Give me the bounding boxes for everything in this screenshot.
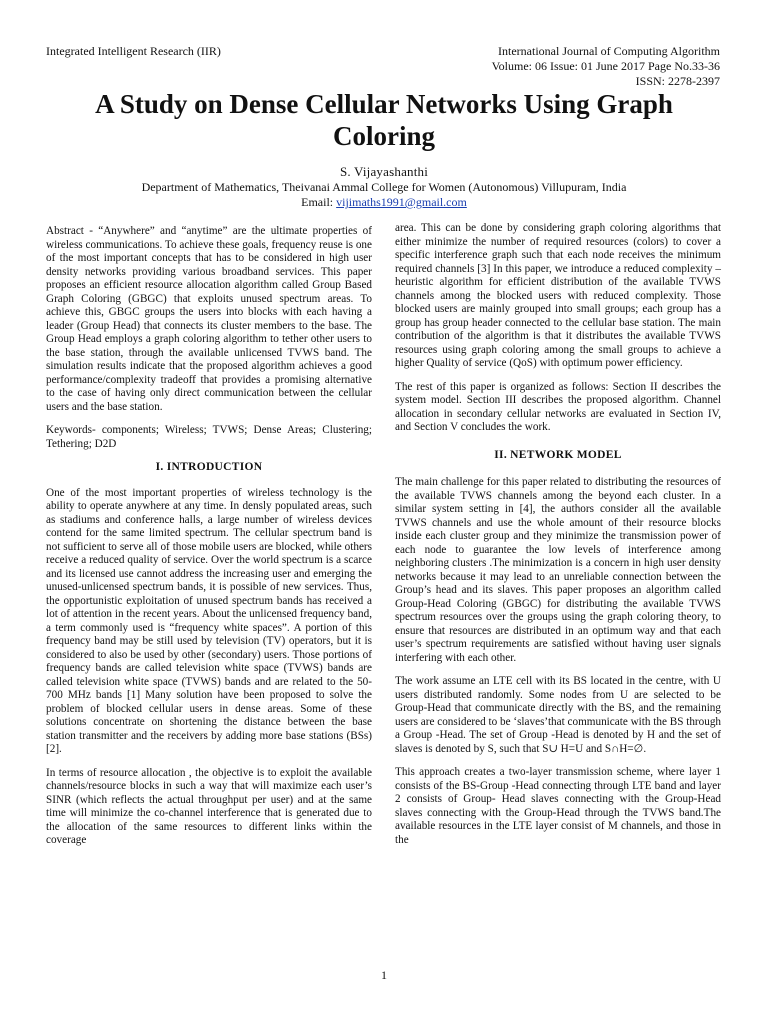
paragraph: The work assume an LTE cell with its BS located in the centre, with U users distributed randomly. Some nodes from U are selected to be Group-Head that communicate directly with the BS, and the remaining users are considered to be ‘slaves’that communicate with the BS through a Group -Head. The set of Group -Head is denoted by H and the set of slaves is denoted by S, such that S∪ H=U and S∩H=∅. — [395, 675, 722, 755]
page-number: 1 — [381, 968, 387, 982]
section-heading-network-model: II. NETWORK MODEL — [494, 448, 622, 461]
left-column — [46, 225, 372, 858]
running-header-right — [492, 44, 720, 89]
abstract: Abstract - “Anywhere” and “anytime” are the ultimate properties of wireless communications. To achieve these goals, frequency reuse is one of the most important concepts that has to be considered in high user density networks providing various broadband services. This paper proposes an efficient resource allocation algorithm called Group Based Graph Coloring (GBGC) that exploits unused spectrum areas. To achieve this, GBGC groups the users into blocks with each having a leader (Group Head) that connects its cluster members to the base. The Group Head employs a graph coloring algorithm to tether other users to the base station, through the available unlicensed TVWS band. The simulation results indicate that the proposed algorithm achieves a good performance/complexity tradeoff that provides a promising alternative to the case of having only direct communication between the cellular users and the base station. — [46, 225, 372, 413]
keywords: Keywords- components; Wireless; TVWS; Dense Areas; Clustering; Tethering; D2D — [46, 424, 372, 450]
paragraph: This approach creates a two-layer transmission scheme, where layer 1 consists of the BS-Group -Head connecting through LTE band and layer 2 consists of Group- Head slaves connecting with the Group-Head slaves connecting with the Group-Head through the TVWS band.The available resources in the LTE layer consist of M channels, and those in the — [395, 766, 721, 846]
running-header-left: Integrated Intelligent Research (IIR) — [46, 44, 221, 58]
journal-name: International Journal of Computing Algorithm — [498, 44, 720, 58]
author-affiliation: Department of Mathematics, Theivanai Ammal College for Women (Autonomous) Villupuram, India — [141, 180, 627, 194]
volume-info: Volume: 06 Issue: 01 June 2017 Page No.33-36 — [491, 59, 720, 73]
paragraph: In terms of resource allocation , the objective is to exploit the available channels/resource blocks in such a way that will maximize each user’s SINR (which reflects the actual throughput per user) and at the same time will minimize the co-channel interference that is generated due to the allocation of the same resources to different links within the coverage — [46, 766, 372, 846]
author-name: S. Vijayashanthi — [339, 164, 429, 179]
right-column — [395, 222, 721, 857]
issn: ISSN: 2278-2397 — [635, 74, 720, 88]
paper-title: A Study on Dense Cellular Networks Using Graph Coloring — [95, 89, 673, 151]
paragraph: The main challenge for this paper related to distributing the resources of the available TVWS channels among the beyond each cluster. In a similar system setting in [4], the authors consider all the available TVWS channels and use the whole amount of their resource blocks inside each cluster group and they minimize the transmission power of each node to guarantee the low levels of interference among neighboring clusters .The minimization is a concern in high user density networks because it may lead to an unreliable connection between the Group’s head and its slaves. This paper proposes an algorithm called Group-Head Coloring (GBGC) for distributing the available TVWS spectrum resources over the groups using the graph coloring theory, to ensure that resources are distributed in an optimum way and that each user’s spectrum requirements are satisfied without having user signals interfering with each other. — [395, 476, 721, 664]
paragraph: area. This can be done by considering graph coloring algorithms that either minimize the number of required resources (colors) to cover a specific interference graph such that each node receives the minimum required channels [3] In this paper, we introduce a reduced complexity – heuristic algorithm for efficient distribution of the available TVWS channels among the blocked users with reduced complexity. Those blocked users are mainly grouped into small groups; each group has a group has group header connected to the cellular base station. The main contribution of the algorithm is that it distributes the available TVWS resources using graph coloring among the small groups to achieve a higher Quality of service (QoS) with optimum power efficiency. — [395, 222, 721, 369]
email-label: Email: — [301, 195, 334, 209]
section-heading-introduction: I. INTRODUCTION — [155, 461, 263, 473]
paragraph: The rest of this paper is organized as follows: Section II describes the system model. Section III describes the proposed algorithm. Channel allocation in secondary cellular networks are evaluated in Section IV, and Section V concludes the work. — [395, 380, 721, 433]
author-email-line — [0, 195, 768, 210]
email-link[interactable]: vijimaths1991@gmail.com — [336, 195, 467, 209]
paragraph: One of the most important properties of wireless technology is the ability to operate anywhere at any time. In densly populated areas, such as stadiums and conference halls, a large number of wireless devices contend for the same limited spectrum. The cellular spectrum band is not sufficient to serve all of those mobile users are blocked, while others receive a reduced quality of service. Over the world spectrum is a scarce and its licensed use cannot address the increasing user and emerging the unused-unlicensed spectrum bands, it is possible of new services. Thus, the opportunistic exploitation of unused spectrum bands has received a lot of attention in the recent years. About the unlicensed frequency band, a term commonly used is “frequency white spaces”. A portion of this frequency band may be still used by television (TV) operators, but it is considered to also be used by other (secondary) users. Those portions of frequency bands are called television white space (TVWS) bands are called television white space (TVWS) bands and are related to the 50-700 MHz bands [1] Many solution have been proposed to solve the problem of blocked cellular users in dense areas. Some of these solutions concentrate on shortening the distance between the base station transmitter and the receivers by adding more base stations (BSs) [2]. — [46, 486, 372, 755]
